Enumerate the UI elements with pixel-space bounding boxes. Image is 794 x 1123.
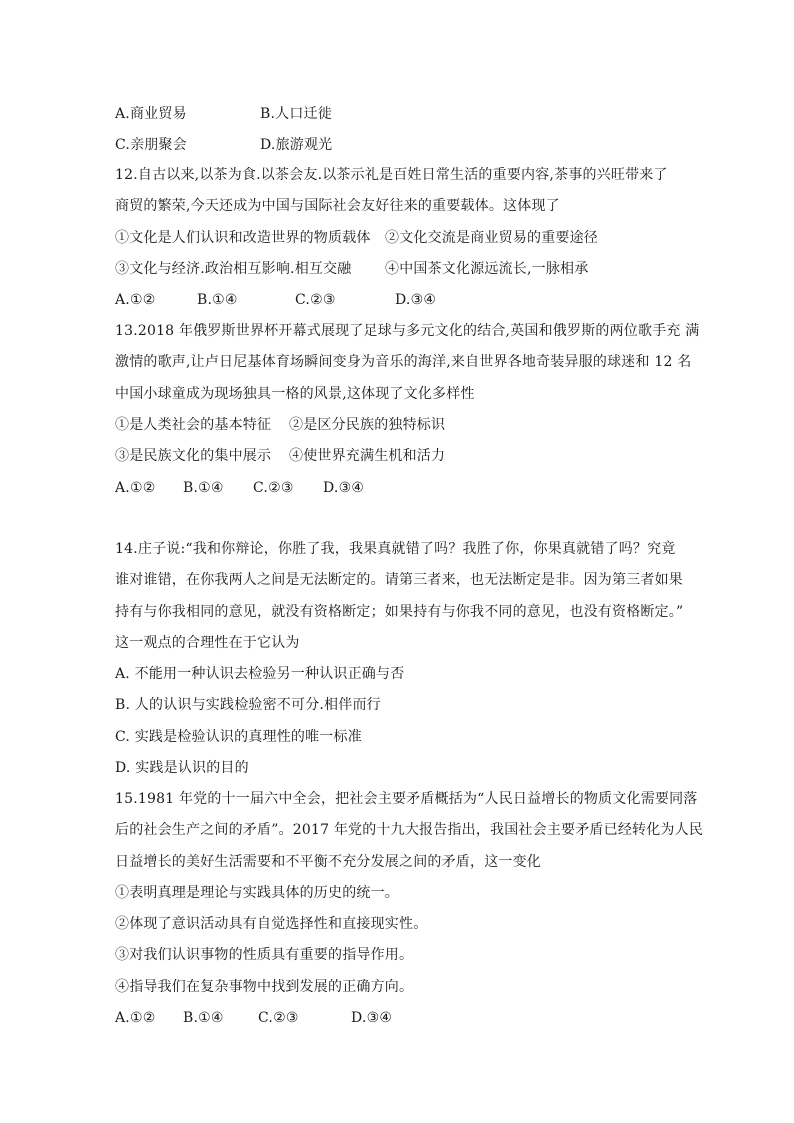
q14-option-b: B. 人的认识与实践检验密不可分.相伴而行	[115, 697, 381, 713]
q13-item-4: ④使世界充满生机和活力	[289, 448, 446, 464]
q14-stem-line-2: 谁对谁错，在你我两人之间是无法断定的。请第三者来，也无法断定是非。因为第三者如果	[115, 572, 683, 588]
q15-options	[115, 1009, 393, 1027]
q15-item-2: ②体现了意识活动具有自觉选择性和直接现实性。	[115, 916, 428, 932]
q15-item-4: ④指导我们在复杂事物中找到发展的正确方向。	[115, 979, 414, 995]
q13-stem-line-2: 激情的歌声,让卢日尼基体育场瞬间变身为音乐的海洋,来自世界各地奇装异服的球迷和 12 名	[115, 354, 692, 370]
q14-stem-line-4: 这一观点的合理性在于它认为	[115, 635, 300, 651]
q12-option-c: C.②③	[295, 292, 336, 308]
q13-option-d: D.③④	[323, 480, 365, 496]
q12-stem-line-2: 商贸的繁荣,今天还成为中国与国际社会友好往来的重要载体。这体现了	[115, 198, 560, 214]
q11-option-row-2	[115, 136, 333, 154]
q15-item-1: ①表明真理是理论与实践具体的历史的统一。	[115, 885, 399, 901]
q11-option-c: C.亲朋聚会	[115, 137, 187, 153]
q15-option-d: D.③④	[351, 1010, 393, 1026]
q13-item-row-1	[115, 416, 446, 434]
q14-option-c: C. 实践是检验认识的真理性的唯一标准	[115, 729, 362, 745]
q13-item-row-2	[115, 447, 446, 465]
q15-stem-line-2: 后的社会生产之间的矛盾”。2017 年党的十九大报告指出，我国社会主要矛盾已经转化为人民	[115, 822, 704, 838]
q12-option-a: A.①②	[115, 292, 156, 308]
q11-option-row-1	[115, 105, 332, 123]
q11-option-b: B.人口迁徙	[260, 106, 332, 122]
q13-option-a: A.①②	[115, 480, 156, 496]
q12-stem-line-1: 12.自古以来,以茶为食.以茶会友.以茶示礼是百姓日常生活的重要内容,茶事的兴旺带来了	[115, 167, 668, 183]
q12-item-1: ①文化是人们认识和改造世界的物质载体	[115, 230, 371, 246]
q12-item-2: ②文化交流是商业贸易的重要途径	[385, 230, 598, 246]
q13-option-c: C.②③	[253, 480, 294, 496]
q14-option-d: D. 实践是认识的目的	[115, 760, 249, 776]
q15-item-3: ③对我们认识事物的性质具有重要的指导作用。	[115, 947, 414, 963]
q12-option-d: D.③④	[395, 292, 437, 308]
q13-item-1: ①是人类社会的基本特征	[115, 417, 272, 433]
q15-stem-line-3: 日益增长的美好生活需要和不平衡不充分发展之间的矛盾，这一变化	[115, 854, 541, 870]
q13-option-b: B.①④	[183, 480, 224, 496]
q13-stem-line-1: 13.2018 年俄罗斯世界杯开幕式展现了足球与多元文化的结合,英国和俄罗斯的两位歌手充 满	[115, 323, 700, 339]
q13-stem-line-3: 中国小球童成为现场独具一格的风景,这体现了文化多样性	[115, 386, 475, 402]
q12-item-row-1	[115, 229, 598, 247]
q12-item-3: ③文化与经济.政治相互影响.相互交融	[115, 261, 352, 277]
q13-item-2: ②是区分民族的独特标识	[289, 417, 446, 433]
q13-item-3: ③是民族文化的集中展示	[115, 448, 272, 464]
q12-options	[115, 291, 437, 309]
q12-item-4: ④中国茶文化源远流长,一脉相承	[385, 261, 589, 277]
q14-stem-line-1: 14.庄子说:“我和你辩论，你胜了我，我果真就错了吗？我胜了你，你果真就错了吗？究竟	[115, 541, 676, 557]
q15-option-c: C.②③	[258, 1010, 299, 1026]
q14-stem-line-3: 持有与你我相同的意见，就没有资格断定；如果持有与你我不同的意见，也没有资格断定。”	[115, 604, 684, 620]
q13-options	[115, 479, 365, 497]
q12-item-row-2	[115, 260, 589, 278]
q15-option-b: B.①④	[183, 1010, 224, 1026]
q12-option-b: B.①④	[197, 292, 238, 308]
q15-stem-line-1: 15.1981 年党的十一届六中全会，把社会主要矛盾概括为“人民日益增长的物质文化需要同落	[115, 791, 698, 807]
q15-option-a: A.①②	[115, 1010, 156, 1026]
q11-option-a: A.商业贸易	[115, 106, 187, 122]
q14-option-a: A. 不能用一种认识去检验另一种认识正确与否	[115, 666, 405, 682]
q11-option-d: D.旅游观光	[260, 137, 333, 153]
